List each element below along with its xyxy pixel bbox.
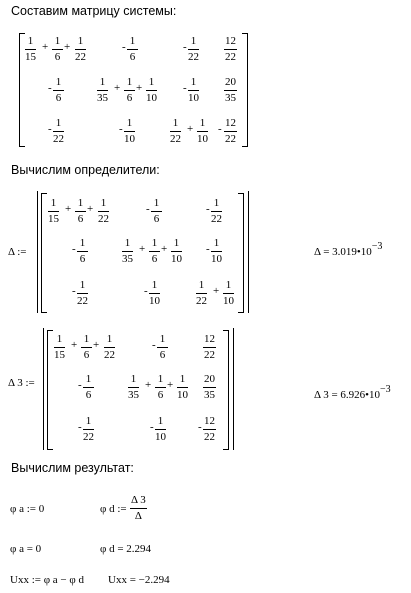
fraction: $\frac{1}{10}$ (211, 237, 222, 265)
heading-result: Вычислим результат: (11, 461, 134, 475)
minus-sign: - (78, 421, 82, 433)
fraction: $\frac{1}{6}$ (77, 238, 88, 265)
minus-sign: - (218, 123, 222, 135)
plus-sign: + (161, 243, 168, 255)
heading-determinants: Вычислим определители: (11, 163, 160, 177)
phi-a-definition: φ a := 0 (10, 503, 45, 515)
fraction: $\frac{1}{6}$ (151, 198, 162, 225)
minus-sign: - (48, 123, 52, 135)
fraction: $\frac{1}{6}$ (124, 77, 135, 104)
fraction: $\frac{1}{6}$ (127, 36, 138, 63)
fraction: $\frac{1}{10}$ (223, 279, 234, 307)
fraction: $\frac{1}{10}$ (197, 117, 208, 145)
delta3-result-value: 6.926•10 (340, 389, 381, 401)
plus-sign: + (87, 203, 94, 215)
fraction: $\frac{1}{10}$ (171, 237, 182, 265)
fraction: $\frac{1}{22}$ (75, 35, 86, 63)
delta-label: Δ := (8, 246, 27, 258)
fraction: $\frac{1}{22}$ (104, 333, 115, 361)
phi-d-numerator: Δ 3 (130, 495, 147, 509)
matrix-left-bracket (41, 193, 47, 313)
uxx-value: Uxx = −2.294 (108, 574, 170, 586)
fraction: $\frac{1}{6}$ (155, 374, 166, 401)
fraction: $\frac{1}{22}$ (196, 279, 207, 307)
minus-sign: - (206, 203, 210, 215)
fraction: $\frac{1}{10}$ (149, 279, 160, 307)
minus-sign: - (183, 82, 187, 94)
fraction: $\frac{1}{22}$ (170, 117, 181, 145)
fraction: $\frac{1}{22}$ (77, 279, 88, 307)
phi-a-value: φ a = 0 (10, 543, 42, 555)
det-outer-bar-right (248, 191, 249, 313)
fraction: $\frac{1}{22}$ (53, 117, 64, 145)
delta-result (314, 241, 383, 258)
fraction: $\frac{20}{35}$ (204, 373, 215, 401)
phi-d-value: φ d = 2.294 (100, 543, 152, 555)
uxx-definition: Uxx := φ a − φ d (10, 574, 84, 586)
plus-sign: + (167, 379, 174, 391)
fraction: $\frac{12}{22}$ (204, 333, 215, 361)
plus-sign: + (139, 243, 146, 255)
plus-sign: + (187, 123, 194, 135)
delta3-label: Δ 3 := (8, 377, 35, 389)
minus-sign: - (152, 339, 156, 351)
plus-sign: + (71, 339, 78, 351)
fraction: $\frac{1}{35}$ (97, 76, 108, 104)
fraction: $\frac{12}{22}$ (204, 415, 215, 443)
minus-sign: - (144, 285, 148, 297)
heading-matrix: Составим матрицу системы: (11, 4, 177, 18)
fraction: $\frac{1}{6}$ (53, 77, 64, 104)
fraction: $\frac{1}{15}$ (54, 333, 65, 361)
matrix-left-bracket (47, 330, 53, 450)
delta-result-exponent: −3 (371, 241, 383, 252)
delta3-result-label: Δ 3 = (314, 389, 338, 401)
fraction: $\frac{12}{22}$ (225, 117, 236, 145)
fraction: $\frac{1}{10}$ (124, 117, 135, 145)
phi-d-fraction (130, 495, 147, 522)
det-outer-bar-left (43, 328, 44, 450)
fraction: $\frac{1}{15}$ (25, 35, 36, 63)
fraction: $\frac{1}{10}$ (146, 76, 157, 104)
minus-sign: - (146, 203, 150, 215)
delta-result-label: Δ = (314, 246, 330, 258)
det-outer-bar-left (37, 191, 38, 313)
minus-sign: - (48, 82, 52, 94)
minus-sign: - (72, 285, 76, 297)
matrix-right-bracket (238, 193, 244, 313)
fraction: $\frac{1}{6}$ (83, 374, 94, 401)
fraction: $\frac{12}{22}$ (225, 35, 236, 63)
phi-d-definition: φ d := (100, 503, 127, 515)
plus-sign: + (213, 285, 220, 297)
fraction: $\frac{1}{22}$ (211, 197, 222, 225)
delta3-result-exponent: −3 (380, 384, 391, 395)
fraction: $\frac{1}{6}$ (75, 198, 86, 225)
plus-sign: + (114, 82, 121, 94)
fraction: $\frac{1}{6}$ (52, 36, 63, 63)
matrix-right-bracket (223, 330, 229, 450)
fraction: $\frac{20}{35}$ (225, 76, 236, 104)
fraction: $\frac{1}{10}$ (155, 415, 166, 443)
det-outer-bar-right (233, 328, 234, 450)
plus-sign: + (42, 41, 49, 53)
plus-sign: + (64, 41, 71, 53)
minus-sign: - (206, 243, 210, 255)
fraction: $\frac{1}{15}$ (48, 197, 59, 225)
minus-sign: - (198, 421, 202, 433)
fraction: $\frac{1}{22}$ (83, 415, 94, 443)
minus-sign: - (150, 421, 154, 433)
fraction: $\frac{1}{35}$ (122, 237, 133, 265)
matrix-right-bracket (242, 33, 248, 147)
minus-sign: - (72, 243, 76, 255)
plus-sign: + (136, 82, 143, 94)
fraction: $\frac{1}{10}$ (188, 76, 199, 104)
delta-result-value: 3.019•10 (332, 246, 372, 258)
fraction: $\frac{1}{6}$ (149, 238, 160, 265)
fraction: $\frac{1}{35}$ (128, 373, 139, 401)
fraction: $\frac{1}{22}$ (188, 35, 199, 63)
minus-sign: - (183, 41, 187, 53)
minus-sign: - (122, 41, 126, 53)
delta3-result (314, 384, 391, 401)
plus-sign: + (93, 339, 100, 351)
fraction: $\frac{1}{10}$ (177, 373, 188, 401)
fraction: $\frac{1}{22}$ (98, 197, 109, 225)
plus-sign: + (65, 203, 72, 215)
fraction: $\frac{1}{6}$ (81, 334, 92, 361)
minus-sign: - (119, 123, 123, 135)
phi-d-denominator: Δ (134, 510, 142, 522)
minus-sign: - (78, 379, 82, 391)
fraction: $\frac{1}{6}$ (157, 334, 168, 361)
plus-sign: + (145, 379, 152, 391)
